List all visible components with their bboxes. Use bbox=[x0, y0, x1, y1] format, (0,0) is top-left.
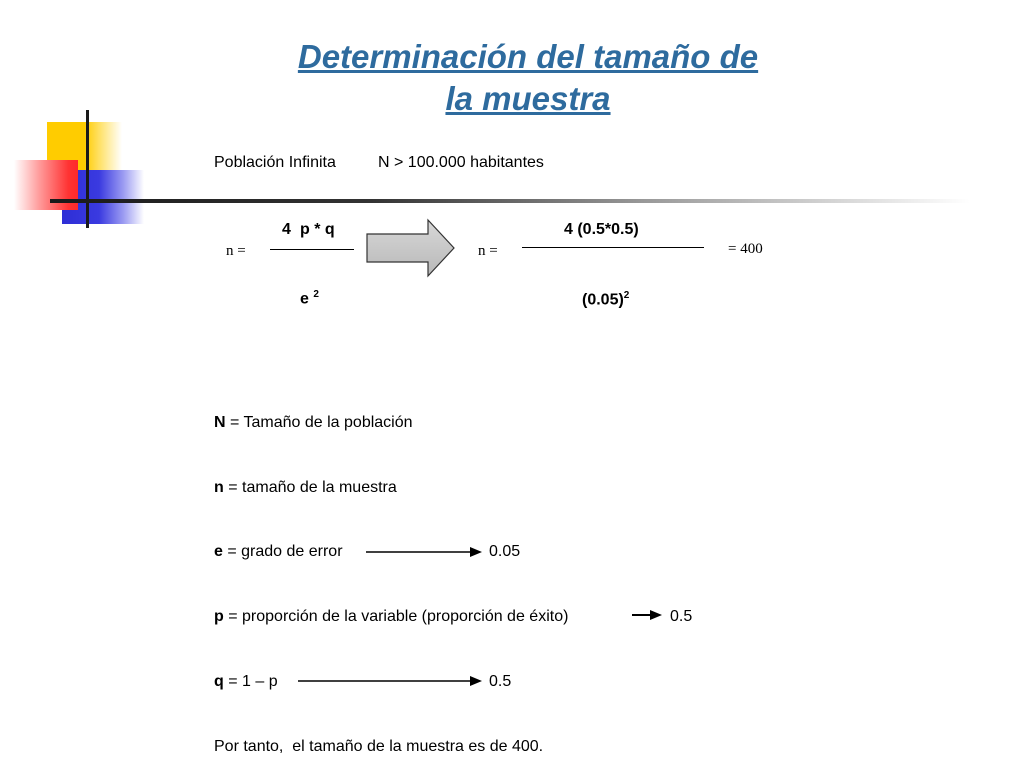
definition-e-value: 0.05 bbox=[489, 543, 521, 560]
definition-p bbox=[214, 607, 568, 627]
formula-denominator bbox=[300, 285, 319, 309]
formula2-denominator bbox=[582, 286, 629, 310]
arrow-p-icon bbox=[632, 608, 664, 622]
definition-n bbox=[214, 478, 397, 498]
definition-symbol: p bbox=[214, 608, 224, 625]
formula2-n-label: n = bbox=[478, 243, 498, 259]
definition-text: = proporción de la variable (proporción de éxito) bbox=[223, 608, 569, 625]
definition-symbol: n bbox=[214, 479, 224, 496]
definition-text: = grado de error bbox=[222, 543, 343, 560]
definition-q-value: 0.5 bbox=[489, 673, 512, 690]
formula-denominator-base: e bbox=[300, 290, 309, 308]
formula-fraction-line bbox=[270, 249, 354, 250]
population-condition: N > 100.000 habitantes bbox=[378, 154, 544, 171]
formula-n-label: n = bbox=[226, 243, 246, 259]
formula-numerator-coef: 4 bbox=[282, 221, 291, 238]
title-line-2: la muestra bbox=[445, 80, 611, 117]
title-line-1: Determinación del tamaño de bbox=[297, 38, 759, 75]
definition-text: = 1 – p bbox=[223, 673, 278, 690]
definition-text: = Tamaño de la población bbox=[225, 414, 413, 431]
horizontal-rule bbox=[50, 199, 970, 203]
definition-symbol: N bbox=[214, 414, 226, 431]
formula2-fraction-line bbox=[522, 247, 704, 248]
formula2-result: = 400 bbox=[728, 241, 763, 257]
definition-q bbox=[214, 672, 278, 692]
vertical-line-decoration bbox=[86, 110, 89, 228]
definition-text: = tamaño de la muestra bbox=[223, 479, 397, 496]
definition-p-value: 0.5 bbox=[670, 608, 693, 625]
definition-N bbox=[214, 413, 413, 433]
definition-symbol: q bbox=[214, 673, 224, 690]
right-arrow-icon bbox=[366, 218, 456, 278]
formula2-denominator-base: (0.05) bbox=[582, 291, 624, 309]
formula-denominator-exponent: 2 bbox=[313, 289, 319, 300]
definition-symbol: e bbox=[214, 543, 223, 560]
formula2-numerator: 4 (0.5*0.5) bbox=[564, 221, 639, 238]
arrow-e-icon bbox=[366, 545, 484, 559]
population-type: Población Infinita bbox=[214, 154, 336, 171]
arrow-q-icon bbox=[298, 674, 484, 688]
definition-e bbox=[214, 542, 343, 562]
formula-numerator-pq: p * q bbox=[300, 221, 335, 238]
formula2-denominator-exponent: 2 bbox=[623, 290, 630, 301]
slide-title bbox=[200, 36, 856, 120]
conclusion-text: Por tanto, el tamaño de la muestra es de 400. bbox=[214, 738, 544, 755]
